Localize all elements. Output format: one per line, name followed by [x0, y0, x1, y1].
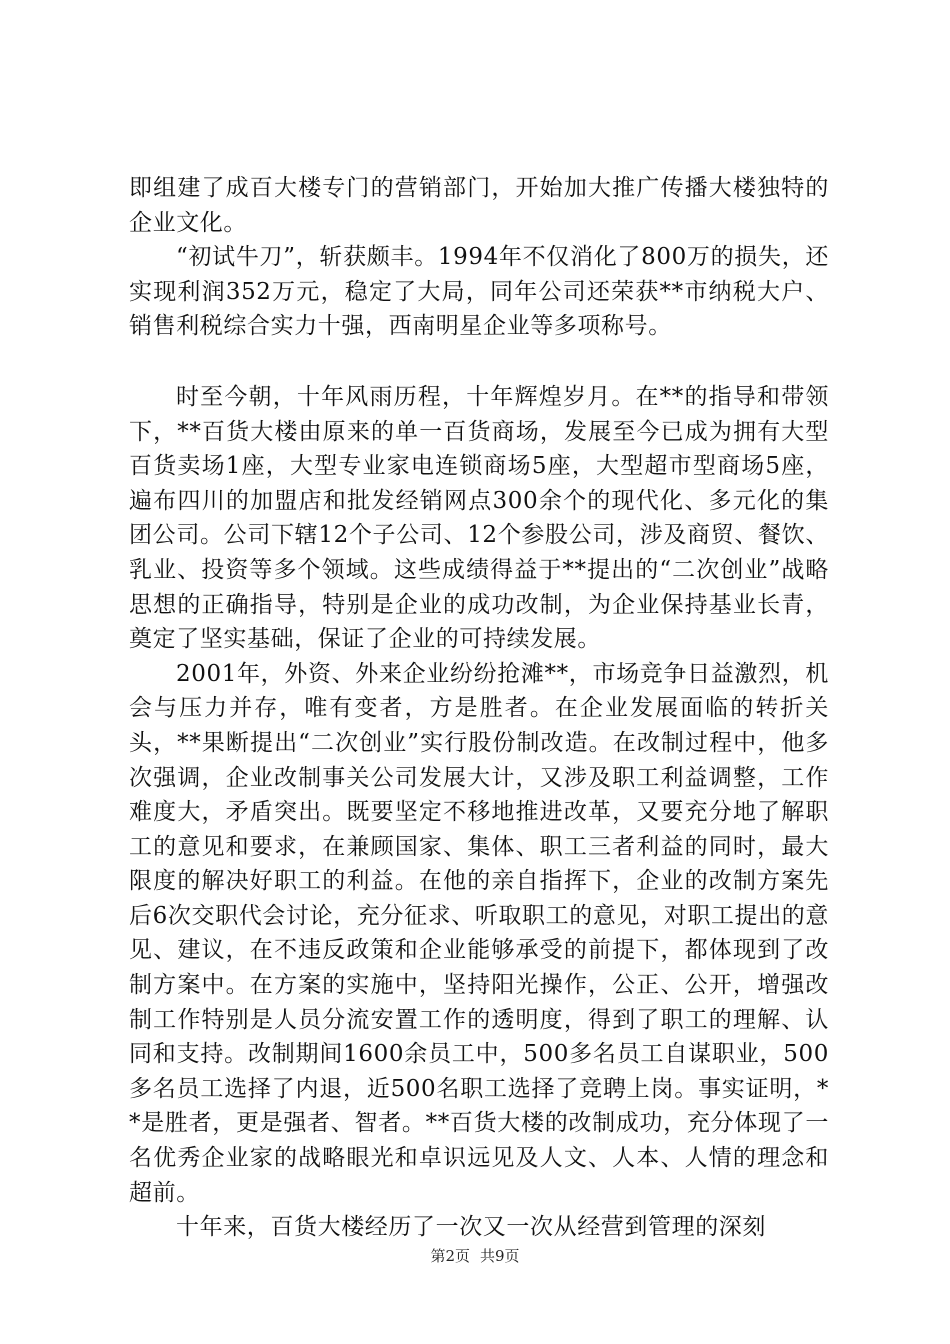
page-number: 第2页	[430, 1247, 470, 1265]
paragraph-5: 十年来，百货大楼经历了一次又一次从经营到管理的深刻	[176, 1214, 766, 1241]
page-total: 共9页	[480, 1247, 520, 1265]
paragraph-2: “初试牛刀”，斩获颇丰。1994年不仅消化了800万的损失，还实现利润352万元，稳定了大局，同年公司还荣获**市纳税大户、销售利税综合实力十强，西南明星企业等多项称号。	[129, 244, 829, 340]
document-body	[129, 171, 829, 1245]
paragraph-3: 时至今朝，十年风雨历程，十年辉煌岁月。在**的指导和带领下，**百货大楼由原来的单一百货商场，发展至今已成为拥有大型百货卖场1座，大型专业家电连锁商场5座，大型超市型商场5座，遍布四川的加盟店和批发经销网点300余个的现代化、多元化的集团公司。公司下辖12个子公司、12个参股公司，涉及商贸、餐饮、乳业、投资等多个领域。这些成绩得益于**提出的“二次创业”战略思想的正确指导，特别是企业的成功改制，为企业保持基业长青，奠定了坚实基础，保证了企业的可持续发展。	[129, 383, 829, 653]
paragraph-1: 即组建了成百大楼专门的营销部门，开始加大推广传播大楼独特的企业文化。	[129, 175, 829, 236]
page-footer	[0, 1245, 950, 1266]
paragraph-spacer	[129, 344, 829, 380]
paragraph-4: 2001年，外资、外来企业纷纷抢滩**，市场竞争日益激烈，机会与压力并存，唯有变者，方是胜者。在企业发展面临的转折关头，**果断提出“二次创业”实行股份制改造。在改制过程中，他多次强调，企业改制事关公司发展大计，又涉及职工利益调整，工作难度大，矛盾突出。既要坚定不移地推进改革，又要充分地了解职工的意见和要求，在兼顾国家、集体、职工三者利益的同时，最大限度的解决好职工的利益。在他的亲自指挥下，企业的改制方案先后6次交职代会讨论，充分征求、听取职工的意见，对职工提出的意见、建议，在不违反政策和企业能够承受的前提下，都体现到了改制方案中。在方案的实施中，坚持阳光操作，公正、公开，增强改制工作特别是人员分流安置工作的透明度，得到了职工的理解、认同和支持。改制期间1600余员工中，500多名员工自谋职业，500多名员工选择了内退，近500名职工选择了竞聘上岗。事实证明，**是胜者，更是强者、智者。**百货大楼的改制成功，充分体现了一名优秀企业家的战略眼光和卓识远见及人文、人本、人情的理念和超前。	[129, 660, 829, 1206]
